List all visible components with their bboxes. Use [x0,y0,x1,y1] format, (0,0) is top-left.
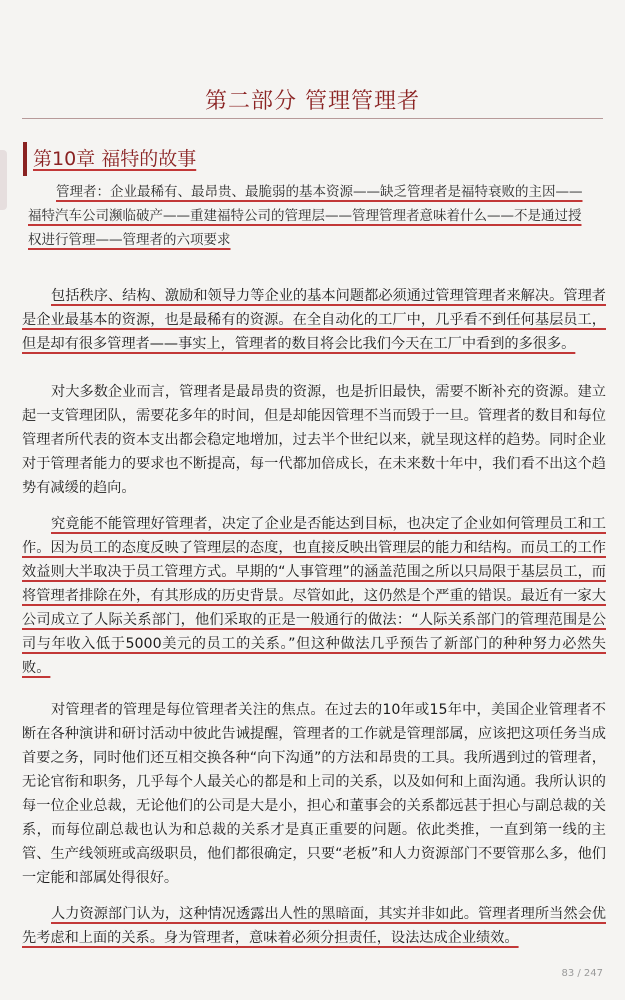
paragraph-1: 包括秩序、结构、激励和领导力等企业的基本问题都必须通过管理管理者来解决。管理者是企业最基本的资源，也是最稀有的资源。在全自动化的工厂中，几乎看不到任何基层员工，但是却有很多管理者——事实上，管理者的数目将会比我们今天在工厂中看到的多很多。 [22,288,606,352]
chapter-title: 第10章 福特的故事 [23,142,196,176]
paragraph-3: 究竟能不能管理好管理者，决定了企业是否能达到目标，也决定了企业如何管理员工和工作。因为员工的态度反映了管理层的态度，也直接反映出管理层的能力和结构。而员工的工作效益则大半取决于员工管理方式。早期的“人事管理”的涵盖范围之所以只局限于基层员工，而将管理者排除在外，有其形成的历史背景。尽管如此，这仍然是个严重的错误。最近有一家大公司成立了人际关系部门，他们采取的正是一般通行的做法：“人际关系部门的管理范围是公司与年收入低于5000美元的员工的关系。”但这种做法几乎预告了新部门的种种努力必然失败。 [22,516,606,676]
paragraph-2: 对大多数企业而言，管理者是最昂贵的资源，也是折旧最快，需要不断补充的资源。建立起一支管理团队，需要花多年的时间，但是却能因管理不当而毁于一旦。管理者的数目和每位管理者所代表的资本支出都会稳定地增加，过去半个世纪以来，就呈现这样的趋势。同时企业对于管理者能力的要求也不断提高，每一代都加倍成长，在未来数十年中，我们看不出这个趋势有减缓的趋向。 [22,384,606,496]
paragraph-4: 对管理者的管理是每位管理者关注的焦点。在过去的10年或15年中，美国企业管理者不断在各种演讲和研讨活动中彼此告诫提醒，管理者的工作就是管理部属，应该把这项任务当成首要之务，同时他们还互相交换各种“向下沟通”的方法和昂贵的工具。我所遇到过的管理者，无论官衔和职务，几乎每个人最关心的都是和上司的关系，以及如何和上面沟通。我所认识的每一位企业总裁，无论他们的公司是大是小，担心和董事会的关系都远甚于担心与副总裁的关系，而每位副总裁也认为和总裁的关系才是真正重要的问题。依此类推，一直到第一线的主管、生产线领班或高级职员，他们都很确定，只要“老板”和人力资源部门不要管那么多，他们一定能和部属处得很好。 [22,702,606,886]
title-divider [22,118,603,119]
paragraph-5: 人力资源部门认为，这种情况透露出人性的黑暗面，其实并非如此。管理者理所当然会优先考虑和上面的关系。身为管理者，意味着必须分担责任，设法达成企业绩效。 [22,906,606,946]
chapter-summary: 管理者：企业最稀有、最昂贵、最脆弱的基本资源——缺乏管理者是福特衰败的主因——福特汽车公司濒临破产——重建福特公司的管理层——管理管理者意味着什么——不是通过授权进行管理——管理者的六项要求 [28,184,583,248]
side-panel-tab[interactable] [0,150,7,210]
page-indicator: 83 / 247 [561,968,603,979]
part-title: 第二部分 管理管理者 [205,89,420,114]
